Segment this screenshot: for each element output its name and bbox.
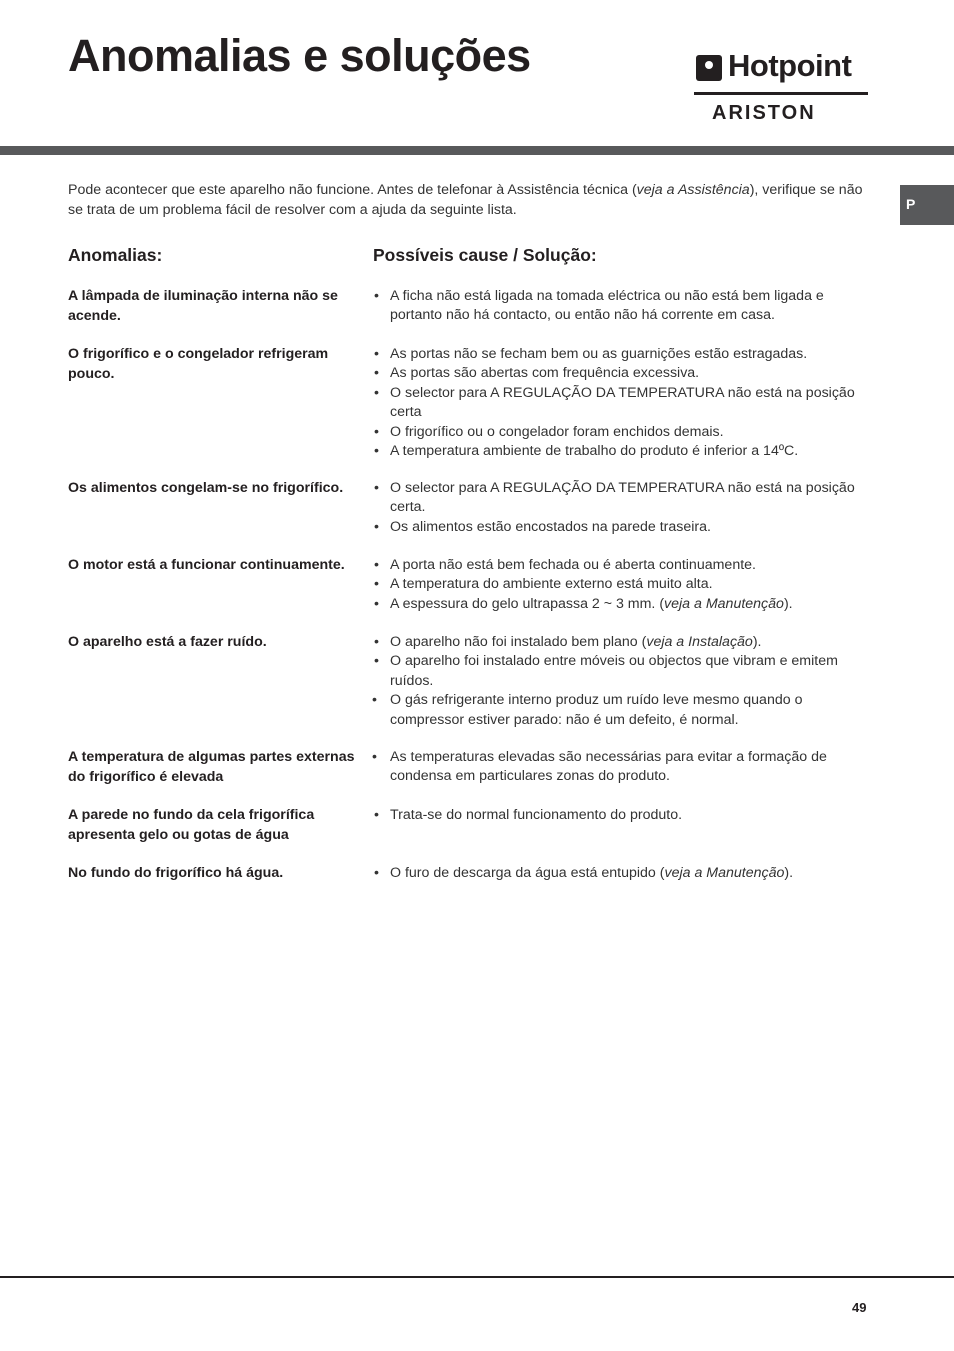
solutions-column-header: Possíveis cause / Solução: [373, 245, 597, 265]
solution-list [372, 864, 872, 883]
solution-item: • A ficha não está ligada na tomada eléctrica ou não está bem ligada e portanto não há contacto, ou então não há corrente em casa. [372, 287, 872, 326]
problem-item: No fundo do frigorífico há água. [68, 865, 284, 881]
problem-item: A temperatura de algumas partes externas do frigorífico é elevada [68, 749, 355, 785]
solution-item [372, 595, 872, 614]
solution-item: • O frigorífico ou o congelador foram enchidos demais. [372, 423, 872, 442]
header-divider-bar [0, 146, 954, 155]
solution-text-after: ). [783, 595, 793, 612]
solution-list [372, 748, 872, 787]
brand-name: Hotpoint [728, 48, 852, 83]
solution-list [372, 345, 872, 461]
solution-list [372, 479, 872, 537]
language-tab-label: P [906, 196, 916, 212]
brand-subname: ARISTON [712, 102, 816, 124]
language-tab [900, 185, 954, 225]
page-title: Anomalias e soluções [68, 30, 531, 81]
page-number: 49 [852, 1300, 867, 1315]
solution-list [372, 806, 872, 825]
logo-divider [694, 92, 868, 95]
solution-item: • A porta não está bem fechada ou é aberta continuamente. [372, 556, 872, 575]
solution-text: A espessura do gelo ultrapassa 2 ~ 3 mm. ( [390, 595, 665, 612]
solution-reference: veja a Manutenção [664, 865, 785, 881]
solution-item: • As temperaturas elevadas são necessárias para evitar a formação de condensa em particulares zonas do produto. [372, 748, 872, 787]
solution-text: O aparelho não foi instalado bem plano ( [390, 634, 647, 650]
solution-item: • O selector para A REGULAÇÃO DA TEMPERATURA não está na posição certa [372, 384, 872, 423]
hotpoint-logo-icon [696, 55, 722, 81]
solution-reference: veja a Manutenção [664, 595, 784, 612]
intro-text-before: Pode acontecer que este aparelho não funcione. Antes de telefonar à Assistência técnica ( [68, 182, 637, 198]
intro-paragraph [68, 180, 876, 220]
brand-logo [694, 48, 870, 124]
solution-item [372, 864, 872, 883]
footer-divider [0, 1276, 954, 1278]
solution-list [372, 633, 872, 730]
solution-item: • As portas não se fecham bem ou as guarnições estão estragadas. [372, 345, 872, 364]
solution-item: • Trata-se do normal funcionamento do produto. [372, 806, 872, 825]
solution-list [372, 556, 872, 614]
solution-item: • Os alimentos estão encostados na parede traseira. [372, 518, 872, 537]
solution-item: • O selector para A REGULAÇÃO DA TEMPERATURA não está na posição certa. [372, 479, 872, 518]
problem-item: O frigorífico e o congelador refrigeram pouco. [68, 346, 329, 382]
problem-item: O motor está a funcionar continuamente. [68, 557, 345, 573]
solution-item: • O aparelho foi instalado entre móveis ou objectos que vibram e emitem ruídos. [372, 652, 872, 691]
problem-item: A lâmpada de iluminação interna não se acende. [68, 288, 338, 324]
solution-reference: veja a Instalação [646, 634, 753, 650]
intro-text-after: ), verifique se não se trata de um problema fácil de resolver com a ajuda da seguinte lista. [68, 182, 863, 218]
problem-item: Os alimentos congelam-se no frigorífico. [68, 480, 344, 496]
solution-item: • A temperatura do ambiente externo está muito alta. [372, 575, 872, 594]
solution-item: • A temperatura ambiente de trabalho do produto é inferior a 14ºC. [372, 442, 872, 461]
solution-item: • O gás refrigerante interno produz um ruído leve mesmo quando o compressor estiver parado: não é um defeito, é normal. [372, 691, 872, 730]
solution-list [372, 287, 872, 326]
solution-item: • As portas são abertas com frequência excessiva. [372, 364, 872, 383]
solution-text-after: ). [784, 865, 794, 881]
problem-item: O aparelho está a fazer ruído. [68, 634, 267, 650]
problem-item: A parede no fundo da cela frigorífica apresenta gelo ou gotas de água [68, 807, 315, 843]
solution-text: O furo de descarga da água está entupido ( [390, 865, 665, 881]
solution-text-after: ). [752, 634, 762, 650]
intro-reference: veja a Assistência [636, 182, 750, 198]
problems-column-header: Anomalias: [68, 245, 163, 265]
solution-item [372, 633, 872, 652]
